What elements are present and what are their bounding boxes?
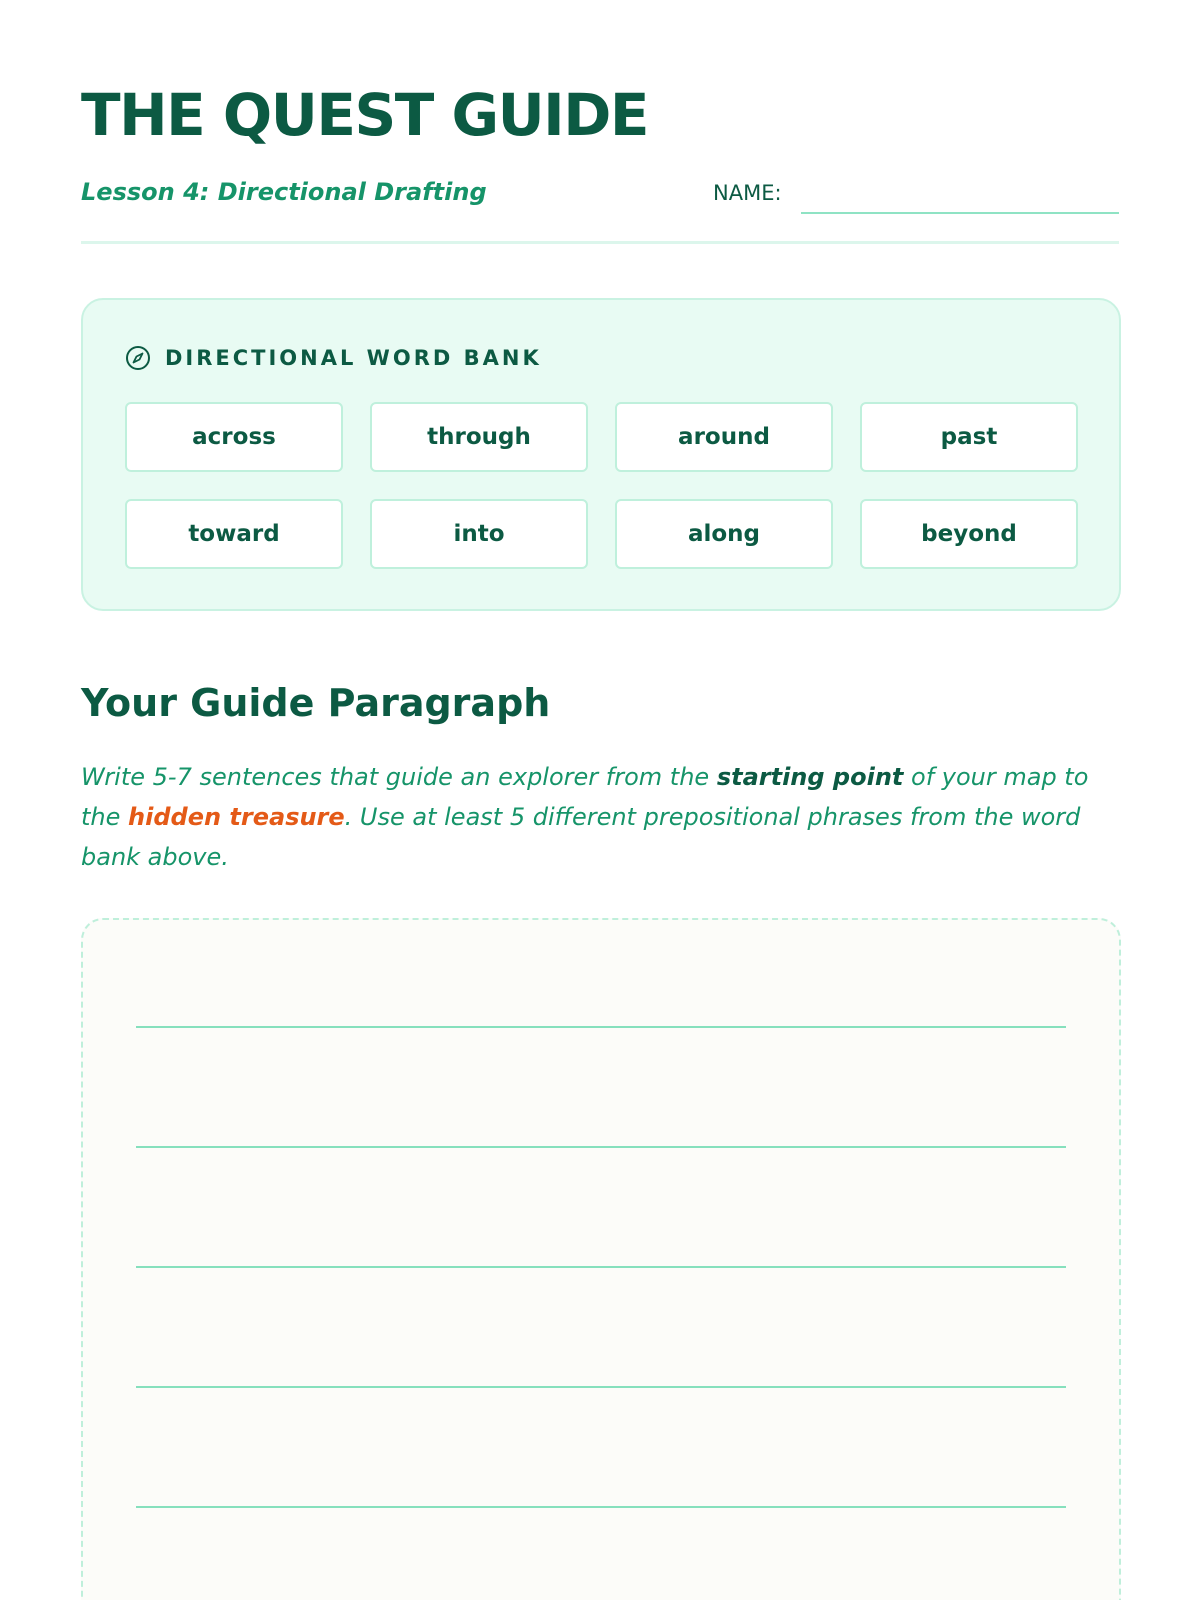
instructions-hidden-treasure: hidden treasure: [128, 803, 345, 831]
header-row: [81, 170, 1119, 214]
writing-line[interactable]: [136, 1506, 1066, 1508]
writing-line[interactable]: [136, 1026, 1066, 1028]
instructions-part-2: of your map to the: [81, 763, 1089, 831]
word-bank-heading: [125, 344, 542, 372]
writing-area[interactable]: [81, 918, 1121, 1600]
word-chip-beyond: beyond: [860, 499, 1078, 569]
word-bank-title: DIRECTIONAL WORD BANK: [165, 346, 542, 370]
page-title: THE QUEST GUIDE: [81, 81, 649, 149]
word-chip-through: through: [370, 402, 588, 472]
instructions-part-3: . Use at least 5 different prepositional phrases from the word bank above.: [81, 803, 1081, 871]
word-chip-along: along: [615, 499, 833, 569]
writing-line[interactable]: [136, 1266, 1066, 1268]
name-label: NAME:: [713, 181, 782, 205]
word-chip-into: into: [370, 499, 588, 569]
word-chip-toward: toward: [125, 499, 343, 569]
lesson-subtitle: Lesson 4: Directional Drafting: [81, 178, 487, 206]
instructions-starting-point: starting point: [716, 763, 904, 791]
word-chip-around: around: [615, 402, 833, 472]
instructions-part-1: Write 5-7 sentences that guide an explorer from the: [81, 763, 717, 791]
compass-icon: [125, 345, 151, 371]
instructions-text: [81, 757, 1126, 877]
name-field-line[interactable]: [801, 212, 1119, 214]
writing-line[interactable]: [136, 1386, 1066, 1388]
word-bank-grid: [125, 402, 1079, 569]
writing-line[interactable]: [136, 1146, 1066, 1148]
word-bank-panel: [81, 298, 1121, 611]
section-title: Your Guide Paragraph: [81, 681, 551, 725]
word-chip-past: past: [860, 402, 1078, 472]
word-chip-across: across: [125, 402, 343, 472]
header-divider: [81, 241, 1119, 244]
